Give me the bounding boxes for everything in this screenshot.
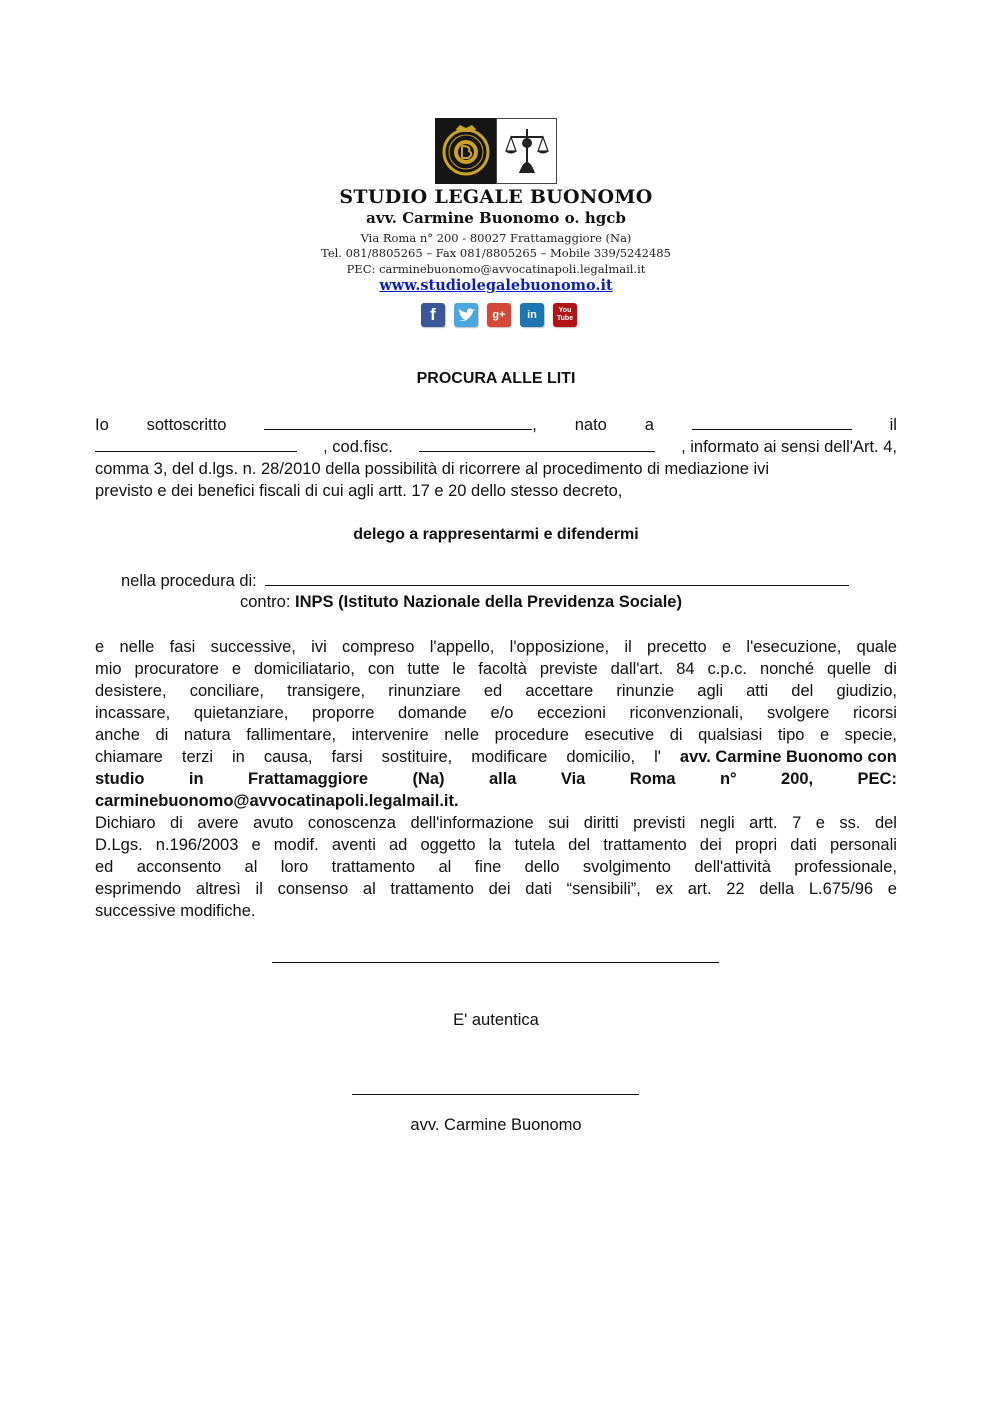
word: c.p.c. [707, 660, 747, 678]
para2-line4 [95, 702, 897, 724]
para2-line10 [95, 834, 897, 856]
facebook-icon[interactable]: f [421, 303, 445, 327]
bold-phrase: avv. Carmine Buonomo con [679, 748, 897, 766]
contro-label: contro: [240, 593, 291, 611]
word: 22 [726, 880, 745, 898]
word: fallimentare, [246, 726, 337, 744]
word: acconsento [136, 858, 222, 876]
word: “sensibili”, [566, 880, 641, 898]
para2-line3 [95, 680, 897, 702]
word: quelle [827, 660, 872, 678]
word: giudizio, [836, 682, 897, 700]
word: accettare [525, 682, 594, 700]
word: atti [746, 682, 769, 700]
word: di [155, 726, 169, 744]
word: nonché [759, 660, 815, 678]
word: ss. [839, 814, 861, 832]
word: previsti [633, 814, 686, 832]
informato-text: , informato ai sensi dell'Art. 4, [681, 438, 897, 456]
word: l'esecuzione, [746, 638, 842, 656]
word: e [95, 638, 105, 656]
word: conoscenza [307, 814, 396, 832]
website-link[interactable]: www.studiolegalebuonomo.it [379, 277, 613, 294]
word: oggetto [420, 836, 476, 854]
word: dell'informazione [410, 814, 534, 832]
word: Dichiaro [95, 814, 156, 832]
logo-group [435, 118, 557, 184]
word: transigere, [287, 682, 366, 700]
social-icons [421, 303, 577, 327]
client-signature-line [272, 962, 719, 963]
word: L.675/96 [808, 880, 874, 898]
word: l'opposizione, [509, 638, 610, 656]
twitter-icon[interactable] [454, 303, 478, 327]
word: 200, [781, 770, 814, 788]
word: le [452, 660, 466, 678]
word: n° [719, 770, 737, 788]
word: in [232, 748, 245, 766]
delego-heading: delego a rappresentarmi e difendermi [353, 526, 639, 543]
studio-phones: Tel. 081/8805265 – Fax 081/8805265 – Mobile 339/5242485 [321, 246, 671, 260]
word: sostituire, [381, 748, 453, 766]
document-title: PROCURA ALLE LITI [416, 370, 576, 387]
word: aventi [331, 836, 376, 854]
word: dell'attività [694, 858, 771, 876]
word: della [759, 880, 795, 898]
para1-line4: previsto e dei benefici fiscali di cui agli artt. 17 e 20 dello stesso decreto, [95, 482, 623, 500]
word: D.Lgs. [95, 836, 143, 854]
word: ex [655, 880, 673, 898]
word: esprimendo [95, 880, 182, 898]
word: PEC: [857, 770, 897, 788]
word: alla [488, 770, 517, 788]
birthplace-blank [692, 414, 852, 430]
signer-name: avv. Carmine Buonomo [410, 1116, 582, 1134]
word: avuto [253, 814, 294, 832]
word: e [721, 638, 732, 656]
word: quale [856, 638, 897, 656]
word: ed [95, 858, 114, 876]
word: domiciliatario, [254, 660, 355, 678]
word: trattamento [331, 858, 416, 876]
word: Io [95, 416, 109, 434]
word: nelle [119, 638, 155, 656]
linkedin-icon[interactable]: in [520, 303, 544, 327]
word: riconvenzionali, [629, 704, 744, 722]
para2-line1 [95, 636, 897, 658]
word: (Na) [412, 770, 445, 788]
word: mio [95, 660, 122, 678]
word: ed [483, 682, 503, 700]
word: fasi [169, 638, 196, 656]
word: rinunziare [388, 682, 461, 700]
word: tutte [407, 660, 440, 678]
justice-scales-logo [496, 118, 557, 184]
studio-pec: PEC: carminebuonomo@avvocatinapoli.legalmail.it [346, 262, 646, 276]
word: rinunzie [616, 682, 675, 700]
word: incassare, [95, 704, 171, 722]
para2-line5 [95, 724, 897, 746]
word: dello [524, 858, 560, 876]
word: del [791, 682, 814, 700]
word: con [367, 660, 395, 678]
contro-line [240, 593, 682, 612]
word: ivi [311, 638, 327, 656]
word: consenso [277, 880, 349, 898]
para2-line12 [95, 878, 897, 900]
word: avere [197, 814, 239, 832]
word: agli [697, 682, 723, 700]
word: facoltà [478, 660, 527, 678]
autentica-text: E' autentica [453, 1011, 539, 1029]
para2-line13: successive modifiche. [95, 902, 256, 920]
word: 7 [792, 814, 802, 832]
word: conciliare, [189, 682, 264, 700]
word: loro [280, 858, 309, 876]
birthdate-blank [95, 436, 297, 452]
word: art. [687, 880, 712, 898]
para2-line11 [95, 856, 897, 878]
word: qualsiasi [698, 726, 763, 744]
word: propri [734, 836, 778, 854]
word: intervenire [351, 726, 429, 744]
word: di [170, 814, 183, 832]
word: Via [560, 770, 586, 788]
word: trattamento [390, 880, 474, 898]
word: Frattamaggiore [247, 770, 369, 788]
word: svolgere [766, 704, 830, 722]
word: tipo [777, 726, 805, 744]
lawyer-signature-line [352, 1094, 639, 1095]
word: a [644, 416, 654, 434]
word: al [362, 880, 376, 898]
word: nelle [444, 726, 480, 744]
codfisc-label: , cod.fisc. [323, 438, 393, 456]
word: dei [699, 836, 722, 854]
word: dati [525, 880, 552, 898]
word: il [889, 416, 897, 434]
word: desistere, [95, 682, 167, 700]
word: anche [95, 726, 140, 744]
word: domande [398, 704, 467, 722]
codfisc-blank [419, 436, 655, 452]
word: personali [829, 836, 897, 854]
word: modificare [471, 748, 548, 766]
procedura-blank [265, 570, 849, 586]
word: dei [488, 880, 511, 898]
para1-line2 [95, 436, 897, 458]
word: e [231, 660, 242, 678]
word: al [244, 858, 258, 876]
word: successive, [210, 638, 296, 656]
word: del [874, 814, 897, 832]
word: e [251, 836, 261, 854]
para2-line9 [95, 812, 897, 834]
word: modif. [273, 836, 319, 854]
word: proporre [312, 704, 375, 722]
word: professionale, [794, 858, 897, 876]
word: sui [548, 814, 570, 832]
para2-line6 [95, 746, 897, 768]
word: fine [474, 858, 502, 876]
name-blank [264, 414, 532, 430]
name-blank-group: , [264, 414, 537, 436]
contro-value: INPS (Istituto Nazionale della Previdenza Sociale) [295, 593, 682, 611]
studio-name: STUDIO LEGALE BUONOMO [339, 186, 653, 208]
word: Roma [629, 770, 676, 788]
word: svolgimento [582, 858, 671, 876]
word: artt. [749, 814, 778, 832]
word: 84 [676, 660, 695, 678]
word: sottoscritto [146, 416, 227, 434]
para2-line7 [95, 768, 897, 790]
word: dati [790, 836, 817, 854]
para1-line1 [95, 414, 897, 436]
word: nato [574, 416, 607, 434]
word: esecutive [584, 726, 655, 744]
word: l' [654, 748, 661, 766]
procedura-line [121, 570, 849, 591]
para1-line3: comma 3, del d.lgs. n. 28/2010 della possibilità di ricorrere al procedimento di mediazione ivi [95, 460, 770, 478]
word: farsi [331, 748, 363, 766]
word: in [188, 770, 204, 788]
word: ricorsi [852, 704, 897, 722]
word: previste [539, 660, 598, 678]
word: l'appello, [429, 638, 495, 656]
word: domicilio, [566, 748, 636, 766]
word: del [568, 836, 591, 854]
word: ad [388, 836, 408, 854]
word: procedure [494, 726, 569, 744]
word: dall'art. [610, 660, 664, 678]
word: il [255, 880, 263, 898]
word: altresì [195, 880, 241, 898]
word: eccezioni [537, 704, 606, 722]
para2-line8: carminebuonomo@avvocatinapoli.legalmail.it. [95, 792, 459, 810]
word: al [438, 858, 452, 876]
word: specie, [844, 726, 897, 744]
word: e [887, 880, 897, 898]
word: terzi [181, 748, 214, 766]
word: natura [183, 726, 231, 744]
word: la [488, 836, 502, 854]
word: il [624, 638, 632, 656]
word: e/o [490, 704, 514, 722]
word: trattamento [603, 836, 687, 854]
word: diritti [583, 814, 619, 832]
word: negli [699, 814, 735, 832]
word: chiamare [95, 748, 163, 766]
google-plus-icon[interactable]: g+ [487, 303, 511, 327]
word: causa, [263, 748, 313, 766]
para2-line2 [95, 658, 897, 680]
procedura-label: nella procedura di: [121, 572, 257, 590]
word: compreso [342, 638, 415, 656]
word: tutela [514, 836, 555, 854]
word: e [815, 814, 825, 832]
word: di [884, 660, 897, 678]
word: procuratore [134, 660, 219, 678]
youtube-icon[interactable]: You Tube [553, 303, 577, 327]
word: studio [95, 770, 145, 788]
word: e [819, 726, 830, 744]
word: precetto [647, 638, 707, 656]
word: di [669, 726, 683, 744]
word: quietanziare, [193, 704, 289, 722]
studio-address: Via Roma n° 200 - 80027 Frattamaggiore (Na) [360, 231, 632, 245]
studio-emblem-logo [435, 118, 496, 184]
word: n.196/2003 [155, 836, 239, 854]
lawyer-name: avv. Carmine Buonomo o. hgcb [366, 209, 626, 227]
